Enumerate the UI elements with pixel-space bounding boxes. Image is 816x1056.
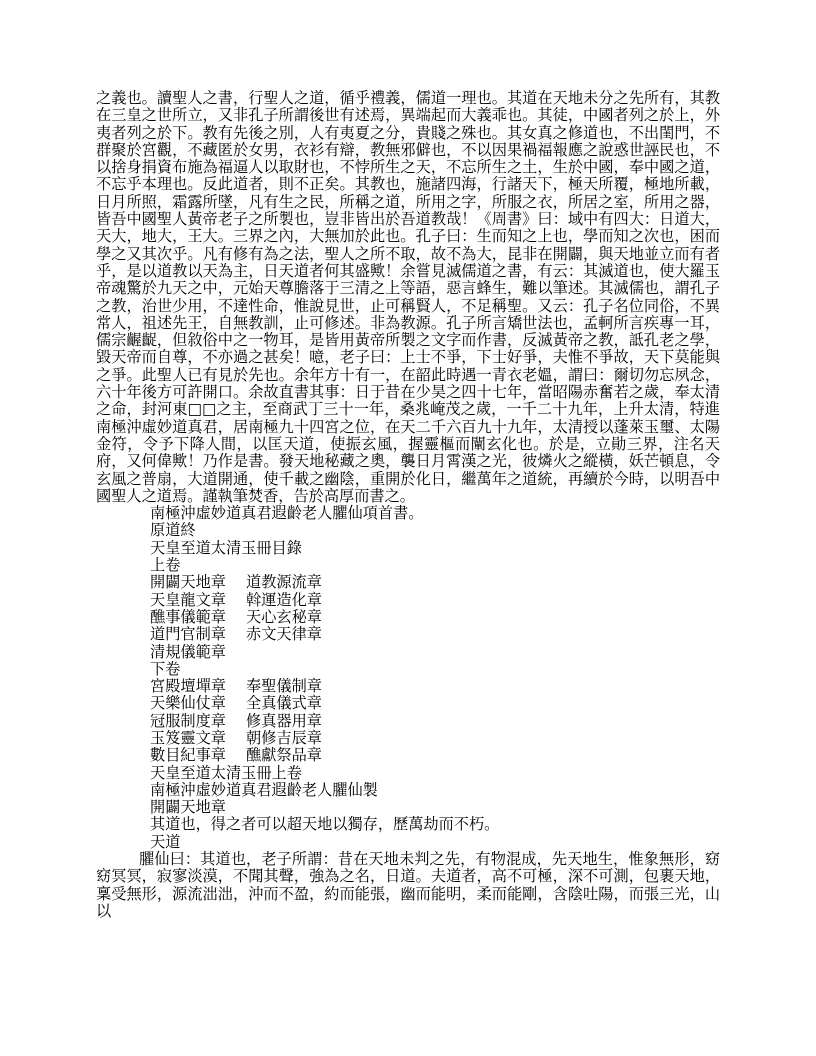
chapter-body-paragraph: 臞仙曰：其道也，老子所謂：昔在天地未判之先，有物混成，先天地生，惟象無形，窈窈冥冥，寂寥淡漠，不聞其聲，強為之名，日道。夫道者，高不可極，深不可測，包裹天地，稟受無形，源流泏泏，沖而不盈，約而能張，幽而能明，柔而能剛，含陰吐陽，而張三光，山以 (96, 850, 720, 920)
toc-entry: 修真器用章 (246, 711, 322, 730)
toc-entry: 奉聖儀制章 (246, 677, 322, 696)
yuandao-end-marker: 原道終 (150, 521, 196, 540)
toc-title: 天皇至道太清玉冊目錄 (150, 538, 302, 557)
preface-continuation-paragraph: 之義也。讀聖人之書，行聖人之道，循乎禮義，儒道一理也。其道在天地未分之先所有，其教在三皇之世所立，又非孔子所謂後世有述焉，異端起而大義乖也。其徒，中國者列之於上，外夷者列之於下。教有先後之別，人有夷夏之分，貴賤之殊也。其女真之修道也，不出閨門，不群聚於宮觀，不藏匿於女男，衣衫有辯，教無邪僻也，不以因果禍福報應之說惑世誣民也，不以捨身捐資布施為福逼人以取財也，不悖所生之天，不忘所生之土，生於中國，奉中國之道，不忘乎本理也。反此道者，則不正矣。其教也，施諸四海，行諸天下，極天所覆，極地所載，日月所照，霜露所墜，凡有生之民，所稱之道，所用之字，所服之衣，所居之室，所用之器，皆吾中國聖人黃帝老子之所製也，豈非皆出於吾道教哉！《周書》曰：域中有四大：日道大，天大，地大，王大。三界之內，大無加於此也。孔子曰：生而知之上也，學而知之次也，困而學之又其次乎。凡有修有為之法，聖人之所不取，故不為大，昆非在開闢，與天地並立而有者乎，是以道教以天為主，日天道者何其盛歟！余嘗見滅儒道之書，有云：其滅道也，使大羅玉帝魂驚於九天之中，元始天尊膽落于三清之上等語，惡言蜂生，難以筆述。其滅儒也，謂孔子之教，治世少用，不達性命，惟說見世，止可稱賢人，不足稱聖。又云：孔子名位同俗，不異常人，祖述先王，自無教訓，止可修述。非為教源。孔子所言矯世法也，孟軻所言疾專一耳，儒宗齷齪，但敘俗中之一物耳，是皆用黃帝所製之文字而作書，反滅黃帝之教，詆孔老之學，毀天帝而自尊，不亦過之甚矣！噫，老子曰：上士不爭，下士好爭，夫惟不爭故，天下莫能與之爭。此聖人已有見於先也。余年方十有一，在韶此時遇一青衣老媼，謂曰：爾切勿忘夙念，六十年後方可許開口。余故直書其事：日于昔在少昊之四十七年，當昭陽赤奮若之歲，奉太清之命，封河東□□之主，至商武丁三十一年，桑兆崦茂之歲，一千二十九年，上升太清，特進南極沖虛妙道真君，居南極九十四宮之位，在天二千六百九十九年，太清授以蓬萊玉璽、太陽金符，令予下降人間，以匡天道，使振玄風，握靈樞而闡玄化也。於是，立勛三界，注名天府，又何偉歟！乃作是書。發天地秘藏之奧，襲日月霄漢之光，彼燐火之縱橫，妖芒頓息，令玄風之普扇，大道開通，使千載之幽陰，重開於化日，繼萬年之道統，再續於今時，以明吾中國聖人之道焉。謹執筆焚香，告於高厚而書之。 (96, 89, 720, 505)
toc-row (96, 730, 720, 747)
book-title-upper-volume: 天皇至道太清玉冊上卷 (150, 763, 302, 782)
author-attribution-line: 南極沖虛妙道真君遐齡老人臞仙製 (150, 780, 378, 799)
toc-row (96, 592, 720, 609)
toc-entry: 赤文天律章 (246, 625, 322, 644)
chapter-intro-line: 其道也，得之者可以超天地以獨存，歷萬劫而不朽。 (150, 815, 500, 834)
toc-entry: 天皇龍文章 (150, 590, 226, 609)
toc-entry: 斡運造化章 (246, 590, 322, 609)
toc-entry: 清規儀範章 (150, 642, 226, 661)
toc-row (96, 609, 720, 626)
toc-entry: 冠服制度章 (150, 711, 226, 730)
toc-row (96, 713, 720, 730)
toc-entry: 道門官制章 (150, 625, 226, 644)
chapter-title: 開闢天地章 (150, 798, 226, 817)
toc-entry: 道教源流章 (246, 573, 322, 592)
toc-row (96, 747, 720, 764)
toc-entry: 玉笈靈文章 (150, 728, 226, 747)
toc-entry: 醮獻祭品章 (246, 746, 322, 765)
toc-entry: 醮事儀範章 (150, 607, 226, 626)
section-title: 天道 (150, 832, 181, 851)
toc-entry: 宮殿壇墠章 (150, 677, 226, 696)
toc-row (96, 644, 720, 661)
upper-volume-label: 上卷 (150, 556, 181, 575)
toc-entry: 數目紀事章 (150, 746, 226, 765)
toc-entry: 開闢天地章 (150, 573, 226, 592)
toc-row (96, 574, 720, 591)
toc-entry: 天心玄秘章 (246, 607, 322, 626)
signature-line: 南極沖虛妙道真君遐齡老人臞仙項首書。 (150, 504, 424, 523)
toc-entry: 朝修吉辰章 (246, 728, 322, 747)
lower-volume-label: 下卷 (150, 659, 181, 678)
toc-row (96, 695, 720, 712)
toc-entry: 全真儀式章 (246, 694, 322, 713)
toc-row (96, 626, 720, 643)
toc-row (96, 678, 720, 695)
toc-entry: 天樂仙仗章 (150, 694, 226, 713)
